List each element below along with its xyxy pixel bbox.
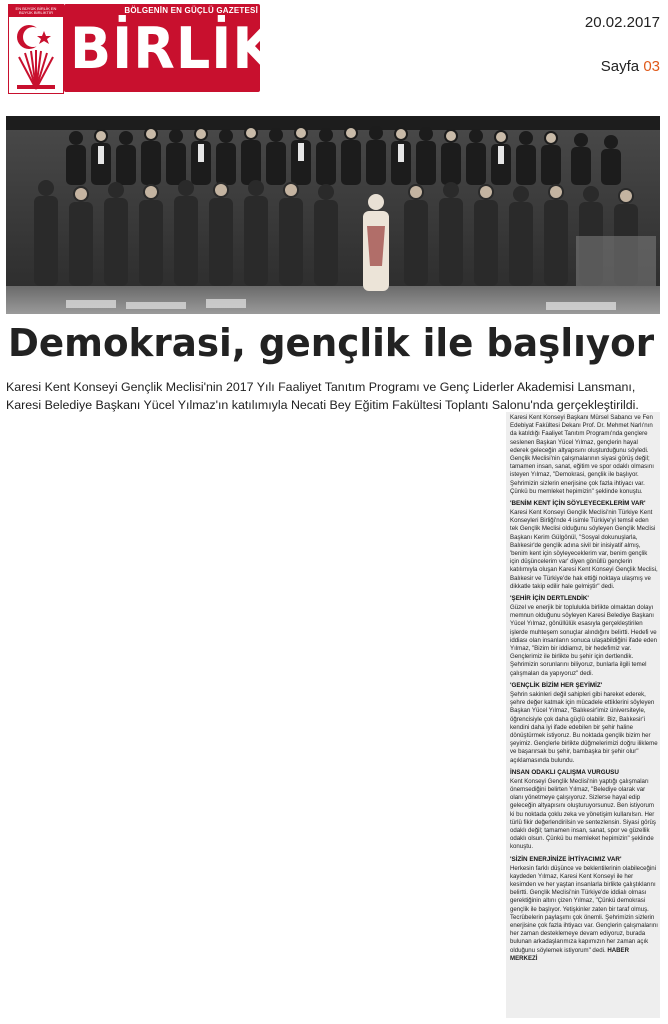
issue-date: 20.02.2017	[584, 14, 660, 31]
page-indicator	[601, 58, 660, 75]
section-heading: 'GENÇLİK BİZİM HER ŞEYİMİZ'	[510, 681, 603, 689]
section-heading: İNSAN ODAKLI ÇALIŞMA VURGUSU	[510, 768, 619, 776]
headline: Demokrasi, gençlik ile başlıyor	[8, 321, 655, 365]
emblem-strip-text: EN BÜYÜK BİRLİK EN BÜYÜK BİRLİKTİR	[15, 6, 57, 15]
section-heading: 'ŞEHİR İÇİN DERTLENDİK'	[510, 595, 589, 603]
lead-line-1: Karesi Kent Konseyi Gençlik Meclisi'nin 2017 Yılı Faaliyet Tanıtım Programı ve Genç Liderler Akademisi Lansmanı,	[6, 380, 636, 394]
masthead	[8, 4, 276, 96]
section-body	[510, 865, 658, 963]
section-heading: 'BENİM KENT İÇİN SÖYLEYECEKLERİM VAR'	[510, 500, 646, 508]
byline: HABER MERKEZİ	[510, 946, 630, 962]
newspaper-name: BİRLİK	[70, 15, 276, 82]
section-body: Kent Konseyi Gençlik Meclisi'nin yaptığı çalışmaları önemsediğini belirten Yılmaz, "Belediye olarak var olanı yönetmeye çalışıyoruz. Sizlerse hayal edip geleceğin altyapısını oluşturuyorsunuz. Ben istiyorum ki bu noktada çoklu zeka ve yönetişim kullanılsın. Her türlü fikir değerlendirilsin ve sentezlensin. Siyasi görüş odaklı değil; tamamen insan, sanat, spor ve güzellik odaklı olsun. Çünkü bu memleket hepimizin" şeklinde konuştu.	[510, 777, 656, 851]
section-body: Şehrin sakinleri değil sahipleri gibi hareket ederek, şehre değer katmak için mücadele ettiklerini söyleyen Başkan Yücel Yılmaz, "Balıkesir'imiz üniversiteyle, öğrencisiyle çok daha güçlü olabilir. Biz, Balıkesir'i kendini daha iyi ifade edebilen bir şehir haline dönüştürmek istiyoruz. Bu noktada gençlik bizim her şeyimiz. Gençlerle birlikte düğmelerimizi doğru ilikleme ve başarırsak bu şehir, bambaşka bir şehir olur" açıklamasında bulundu.	[510, 690, 658, 764]
group-photo	[6, 116, 660, 314]
section-body: Güzel ve enerjik bir toplulukla birlikte olmaktan dolayı memnun olduğunu söyleyen Karesi Belediye Başkanı Yücel Yılmaz, gönüllülük esasıyla gerçekleştirilen işlerde muhteşem sonuçlar alındığını belirtti. Hedefi ve iddiası olan insanların sonuca ulaşabildiğini ifade eden Yılmaz, "Bizim bir iddiamız, bir hedefimiz var. Gençlerimiz ile birlikte bu şehir için dertlendik. Şehrimizin sorunlarını biliyoruz, bunlarla ilgili temel çalışmaları da yapıyoruz" dedi.	[510, 604, 658, 677]
section-body-text: Herkesin farklı düşünce ve beklentilerinin olabileceğini kaydeden Yılmaz, Karesi Kent Konseyi ile her kesimden ve her yaştan insanlarla birlikte çalıştıklarını belirtti. Gençlik Meclisi'nin Türkiye'de iddialı olması gerektiğinin altını çizen Yılmaz, "Çünkü demokrasi gençlik ile başlıyor. Yetişkinler zaten bir taraf olmuş. Tecrübelerin paylaşımı çok önemli. Şehrimizin sizlerin enerjisine çok fazla ihtiyacı var. Gençlerin çalışmalarını her zaman desteklemeye devam ediyoruz, burada bulunan arkadaşlarımıza kapımızın her zaman açık olduğunu söylemek istiyorum" dedi.	[510, 864, 659, 954]
lead-paragraph	[6, 378, 660, 414]
emblem-graphic	[9, 17, 63, 93]
crescent-star-emblem	[8, 4, 64, 94]
section-body: Karesi Kent Konseyi Gençlik Meclisi'nin Türkiye Kent Konseyleri Birliği'nde 4 isimle Türkiye'yi temsil eden tek Gençlik Meclisi olduğunu söyleyen Gençlik Meclisi Başkanı Kerim Gülgönül, "Sosyal dokunuşlarla, Balıkesir'de gençlik adına sivil bir inisiyatif almış, 'benim kent için söyleyeceklerim var, benim gençlik için düşüncelerim var' diyen gönüllü gençlerin katılımıyla oluşan Karesi Kent Konseyi Gençlik Meclisi, Balıkesir ve Türkiye'de hak ettiği noktaya ulaşmış ve dikkatle takip edilir hale gelmiştir" dedi.	[510, 509, 658, 590]
column-intro: Karesi Kent Konseyi Başkanı Mürsel Sabancı ve Fen Edebiyat Fakültesi Dekanı Prof. Dr. Mehmet Narlı'nın da katıldığı Faaliyet Tanıtım Programı'nda gençlere seslenen Başkan Yücel Yılmaz, gençlerin hayal ederek geleceğin altyapısını oluşturduğunu söyledi. Gençlik Meclisi'nin çalışmalarının siyasi görüş değil; tamamen insan, sanat, eğitim ve spor odaklı olmasını isteyen Yılmaz, "Demokrasi, gençlik ile başlıyor. Şehrimizin sizlerin enerjisine çok fazla ihtiyacı var. Çünkü bu memleket hepimizin" şeklinde konuştu.	[510, 414, 654, 495]
lead-line-2: Karesi Belediye Başkanı Yücel Yılmaz'ın katılımıyla Necati Bey Eğitim Fakültesi Toplantı Salonu'nda gerçekleştirildi.	[6, 398, 639, 412]
section-heading: 'SİZİN ENERJİNİZE İHTİYACIMIZ VAR'	[510, 855, 622, 863]
page-label: Sayfa	[600, 58, 640, 75]
masthead-tagline: BÖLGENİN EN GÜÇLÜ GAZETESİ	[124, 6, 258, 15]
page-number: 03	[643, 58, 660, 75]
body-column	[506, 412, 660, 1018]
